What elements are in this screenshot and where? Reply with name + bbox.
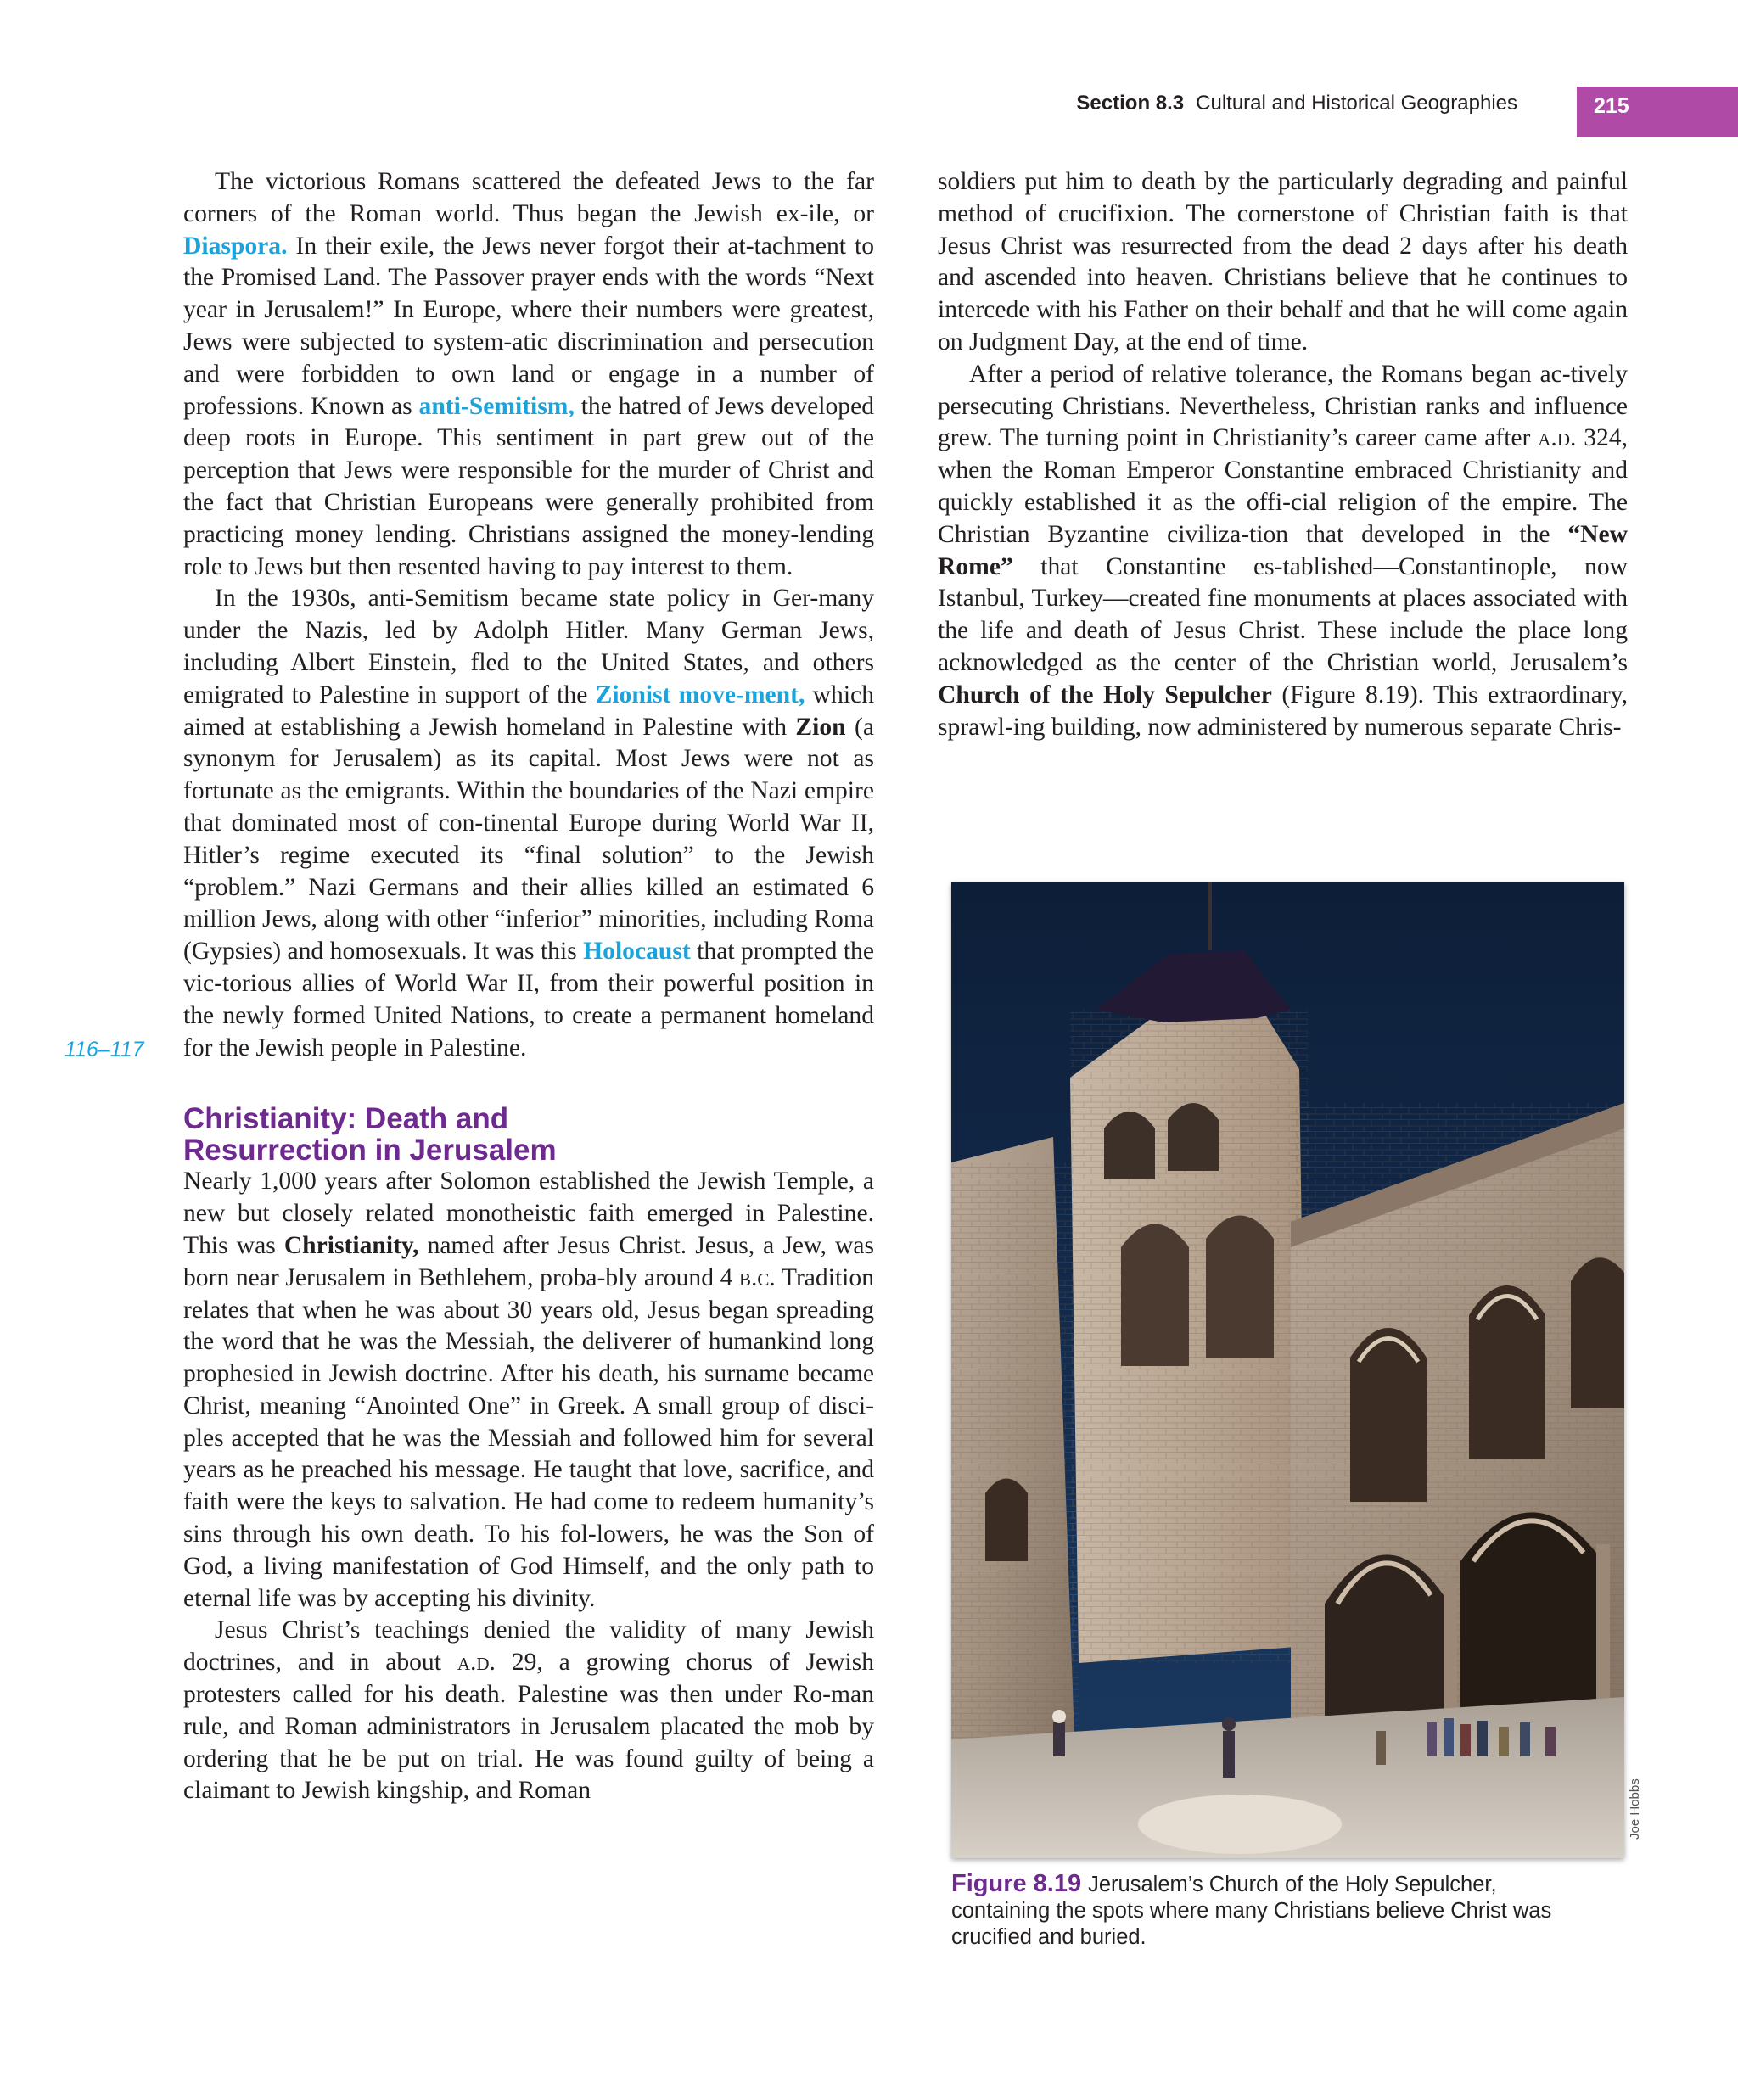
body-paragraph xyxy=(183,1615,874,1807)
rubble-pile xyxy=(1138,1795,1342,1854)
page-number-tab xyxy=(1577,87,1738,137)
text-run: The victorious Romans scattered the defeated Jews to the far corners of the Roman world. Thus began the Jewish ex-ile, or xyxy=(183,168,874,227)
text-run: In their exile, the Jews never forgot their at-tachment to the Promised Land. The Passover prayer ends with the words “Next year in Jerusalem!” In Europe, where their numbers were greatest, Jews were subjected to system-atic discrimination and persecution and were forbidden to own land or engage in a number of professions. Known as xyxy=(183,232,874,420)
text-run: Nearly 1,000 years after Solomon established the Jewish Temple, a new but closely related monotheistic faith emerged in Palestine. This was xyxy=(183,1168,874,1259)
text-run: named after Jesus Christ. Jesus, a Jew, was born near Jerusalem in Bethlehem, proba-bly around 4 xyxy=(183,1231,875,1291)
bold-term-church-of-holy-sepulcher: Church of the Holy Sepulcher xyxy=(938,680,1272,708)
figure-photo-church-holy-sepulcher xyxy=(951,882,1624,1858)
text-run: 29, a growing chorus of Jewish protesters called for his death. Palestine was then under Ro-man rule, and Roman administrators in Jerusalem placated the mob by ordering that he be put on trial. He was found guilty of being a claimant to Jewish kingship, and Roman xyxy=(183,1649,875,1805)
body-paragraph xyxy=(183,1166,874,1615)
era-abbreviation: a.d. xyxy=(1538,424,1577,452)
era-abbreviation: a.d. xyxy=(457,1649,496,1677)
bold-term-christianity: Christianity, xyxy=(283,1231,419,1259)
photo-credit: Joe Hobbs xyxy=(1628,1778,1642,1840)
text-run: the hatred of Jews developed deep roots in Europe. This sentiment in part grew out of the perception that Jews were responsible for the murder of Christ and the fact that Christian Europeans were generally prohibited from practicing money lending. Christians assigned the money-lending role to Jews but then resented having to pay interest to them. xyxy=(183,392,874,580)
body-paragraph xyxy=(183,583,874,1064)
page-number: 215 xyxy=(1594,94,1629,118)
key-term-holocaust[interactable]: Holocaust xyxy=(583,938,691,966)
running-header xyxy=(849,87,1738,137)
body-paragraph xyxy=(183,166,874,583)
bold-term-new-rome: “New Rome” xyxy=(938,520,1628,580)
figure-label: Figure 8.19 xyxy=(951,1870,1082,1897)
key-term-diaspora[interactable]: Diaspora. xyxy=(183,232,288,260)
key-term-zionist-movement[interactable]: Zionist move-ment, xyxy=(595,680,805,708)
body-paragraph: soldiers put him to death by the particularly degrading and painful method of crucifixion. The cornerstone of Christian faith is that Jesus Christ was resurrected from the dead 2 days after his death and ascended into heaven. Christians believe that he continues to intercede with his Father on their behalf and that he will come again on Judgment Day, at the end of time. xyxy=(938,168,1628,356)
heading-line: Resurrection in Jerusalem xyxy=(183,1134,557,1168)
church-photo-illustration xyxy=(951,882,1624,1858)
left-column xyxy=(183,166,874,1807)
text-run: (Figure 8.19). This extraordinary, sprawl-ing building, now administered by numerous separate Chris- xyxy=(938,680,1628,741)
heading-line: Christianity: Death and xyxy=(183,1102,509,1136)
text-run: In the 1930s, anti-Semitism became state policy in Ger-many under the Nazis, led by Adolph Hitler. Many German Jews, including Albert Einstein, fled to the United States, and others emigrated to Palestine in support of the xyxy=(183,585,874,708)
section-heading xyxy=(183,1103,874,1166)
section-title: Cultural and Historical Geographies xyxy=(1196,92,1517,115)
key-term-anti-semitism[interactable]: anti-Semitism, xyxy=(418,392,575,420)
body-paragraph xyxy=(938,359,1628,744)
text-run: (a synonym for Jerusalem) as its capital. Most Jews were not as fortunate as the emigrants. Within the boundaries of the Nazi empire that dominated most of con-tinental Europe during World War II, Hitler’s regime executed its “final solution” to the Jewish “problem.” Nazi Germans and their allies killed an estimated 6 million Jews, along with other “inferior” minorities, including Roma (Gypsies) and homosexuals. It was this xyxy=(183,713,875,966)
text-run: that Constantine es-tablished—Constantinople, now Istanbul, Turkey—created fine monuments at places associated with the life and death of Jesus Christ. These include the place long acknowledged as the center of the Christian world, Jerusalem’s xyxy=(938,552,1628,676)
bold-term-zion: Zion xyxy=(795,713,846,741)
text-run: which aimed at establishing a Jewish homeland in Palestine with xyxy=(183,680,874,741)
text-run: Tradition relates that when he was about 30 years old, Jesus began spreading the word that he was the Messiah, the deliverer of humankind long prophesied in Jewish doctrine. After his death, his surname became Christ, meaning “Anointed One” in Greek. A small group of disci-ples accepted that he was the Messiah and followed him for several years as he preached his message. He taught that love, sacrifice, and faith were the keys to salvation. He had come to redeem humanity’s sins through his own death. To his fol-lowers, he was the Son of God, a living manifestation of God Himself, and the only path to eternal life was by accepting his divinity. xyxy=(183,1263,874,1612)
era-abbreviation: b.c. xyxy=(739,1263,776,1291)
section-label: Section 8.3 xyxy=(1076,92,1185,115)
right-column xyxy=(938,166,1628,743)
running-header-text xyxy=(1076,92,1517,115)
margin-page-reference[interactable]: 116–117 xyxy=(64,1038,144,1061)
figure-caption xyxy=(951,1871,1596,1951)
text-run: that prompted the vic-torious allies of World War II, from their powerful position in the newly formed United Nations, to create a permanent homeland for the Jewish people in Palestine. xyxy=(183,938,874,1061)
caption-text: Jerusalem’s Church of the Holy Sepulcher, containing the spots where many Christians believe Christ was crucified and buried. xyxy=(951,1873,1552,1949)
text-run: After a period of relative tolerance, the Romans began ac-tively persecuting Christians. Nevertheless, Christian ranks and influence grew. The turning point in Christianity’s career came after xyxy=(938,360,1628,452)
text-run: Jesus Christ’s teachings denied the validity of many Jewish doctrines, and in about xyxy=(183,1616,874,1677)
text-run: 324, when the Roman Emperor Constantine embraced Christianity and quickly established it as the offi-cial religion of the empire. The Christian Byzantine civiliza-tion that developed in the xyxy=(938,424,1629,548)
